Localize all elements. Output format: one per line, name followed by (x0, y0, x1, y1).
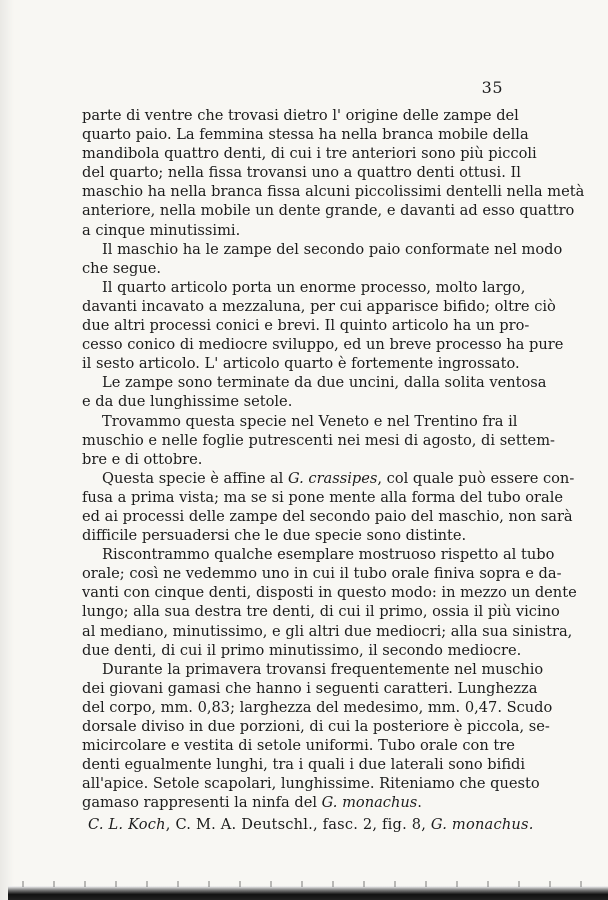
text-run: . (417, 794, 422, 812)
text-line: davanti incavato a mezzaluna, per cui apparisce bifido; oltre ciò (82, 297, 556, 315)
text-line: parte di ventre che trovasi dietro l' origine delle zampe del (82, 107, 519, 124)
text-line: mandibola quattro denti, di cui i tre anteriori sono più piccoli (82, 145, 537, 163)
text-line: vanti con cinque denti, disposti in questo modo: in mezzo un dente (82, 584, 577, 602)
page-gutter-shadow (0, 0, 14, 900)
text-line: Il maschio ha le zampe del secondo paio conformate nel modo (102, 240, 563, 258)
text-line: all'apice. Setole scapolari, lunghissime. Riteniamo che questo (82, 775, 540, 793)
text-line: due denti, di cui il primo minutissimo, il secondo mediocre. (82, 641, 522, 659)
text-line: anteriore, nella mobile un dente grande, e davanti ad esso quattro (82, 202, 575, 220)
text-line: lungo; alla sua destra tre denti, di cui il primo, ossia il più vicino (82, 603, 560, 621)
text-line: difficile persuadersi che le due specie sono distinte. (82, 527, 467, 545)
text-line: del corpo, mm. 0,83; larghezza del medesimo, mm. 0,47. Scudo (82, 698, 553, 716)
citation-line (82, 815, 534, 834)
text-line: al mediano, minutissimo, e gli altri due mediocri; alla sua sinistra, (82, 622, 573, 640)
text-line: quarto paio. La femmina stessa ha nella branca mobile della (82, 126, 529, 144)
text-line (82, 793, 500, 812)
text-run: Questa specie è affine al (102, 469, 288, 487)
text-line: del quarto; nella fissa trovansi uno a quattro denti ottusi. Il (82, 164, 521, 182)
text-line: dei giovani gamasi che hanno i seguenti caratteri. Lunghezza (82, 679, 538, 697)
species-name: G. crassipes (287, 469, 378, 487)
text-line: maschio ha nella branca fissa alcuni piccolissimi dentelli nella metà (82, 183, 585, 201)
text-line: Riscontrammo qualche esemplare mostruoso rispetto al tubo (102, 546, 555, 564)
text-line: Trovammo questa specie nel Veneto e nel Trentino fra il (102, 412, 518, 430)
text-line: muschio e nelle foglie putrescenti nei mesi di agosto, di settem- (82, 431, 555, 449)
body-text (82, 106, 585, 835)
text-run: , col quale può essere con- (377, 469, 575, 487)
text-line: Le zampe sono terminate da due uncini, dalla solita ventosa (102, 374, 547, 392)
species-name: G. monachus (321, 794, 418, 812)
text-line: bre e di ottobre. (82, 450, 203, 468)
citation-author: C. L. Koch (88, 816, 166, 834)
text-line: micircolare e vestita di setole uniformi. Tubo orale con tre (82, 737, 515, 755)
text-line: Durante la primavera trovansi frequentemente nel muschio (102, 660, 544, 678)
text-line: a cinque minutissimi. (82, 221, 241, 239)
text-line: denti egualmente lunghi, tra i quali i due laterali sono bifidi (82, 756, 526, 774)
text-line: ed ai processi delle zampe del secondo paio del maschio, non sarà (82, 507, 573, 525)
text-line: fusa a prima vista; ma se si pone mente alla forma del tubo orale (82, 488, 564, 506)
text-line: e da due lunghissime setole. (82, 393, 293, 411)
text-line: il sesto articolo. L' articolo quarto è fortemente ingrossato. (82, 355, 520, 373)
text-line: dorsale diviso in due porzioni, di cui la posteriore è piccola, se- (82, 718, 550, 735)
citation-reference: , C. M. A. Deutschl., fasc. 2, fig. 8, (165, 816, 431, 834)
text-line (82, 469, 575, 488)
text-run: gamaso rappresenti la ninfa del (82, 794, 322, 812)
text-line: orale; così ne vedemmo uno in cui il tubo orale finiva sopra e da- (82, 565, 562, 583)
text-line: Il quarto articolo porta un enorme processo, molto largo, (102, 278, 526, 296)
text-line: che segue. (82, 259, 161, 277)
page-number: 35 (481, 78, 503, 97)
scan-bottom-edge (8, 886, 608, 900)
text-line: cesso conico di mediocre sviluppo, ed un breve processo ha pure (82, 336, 564, 354)
citation-species: G. monachus. (430, 816, 534, 834)
text-line: due altri processi conici e brevi. Il quinto articolo ha un pro- (82, 317, 530, 335)
